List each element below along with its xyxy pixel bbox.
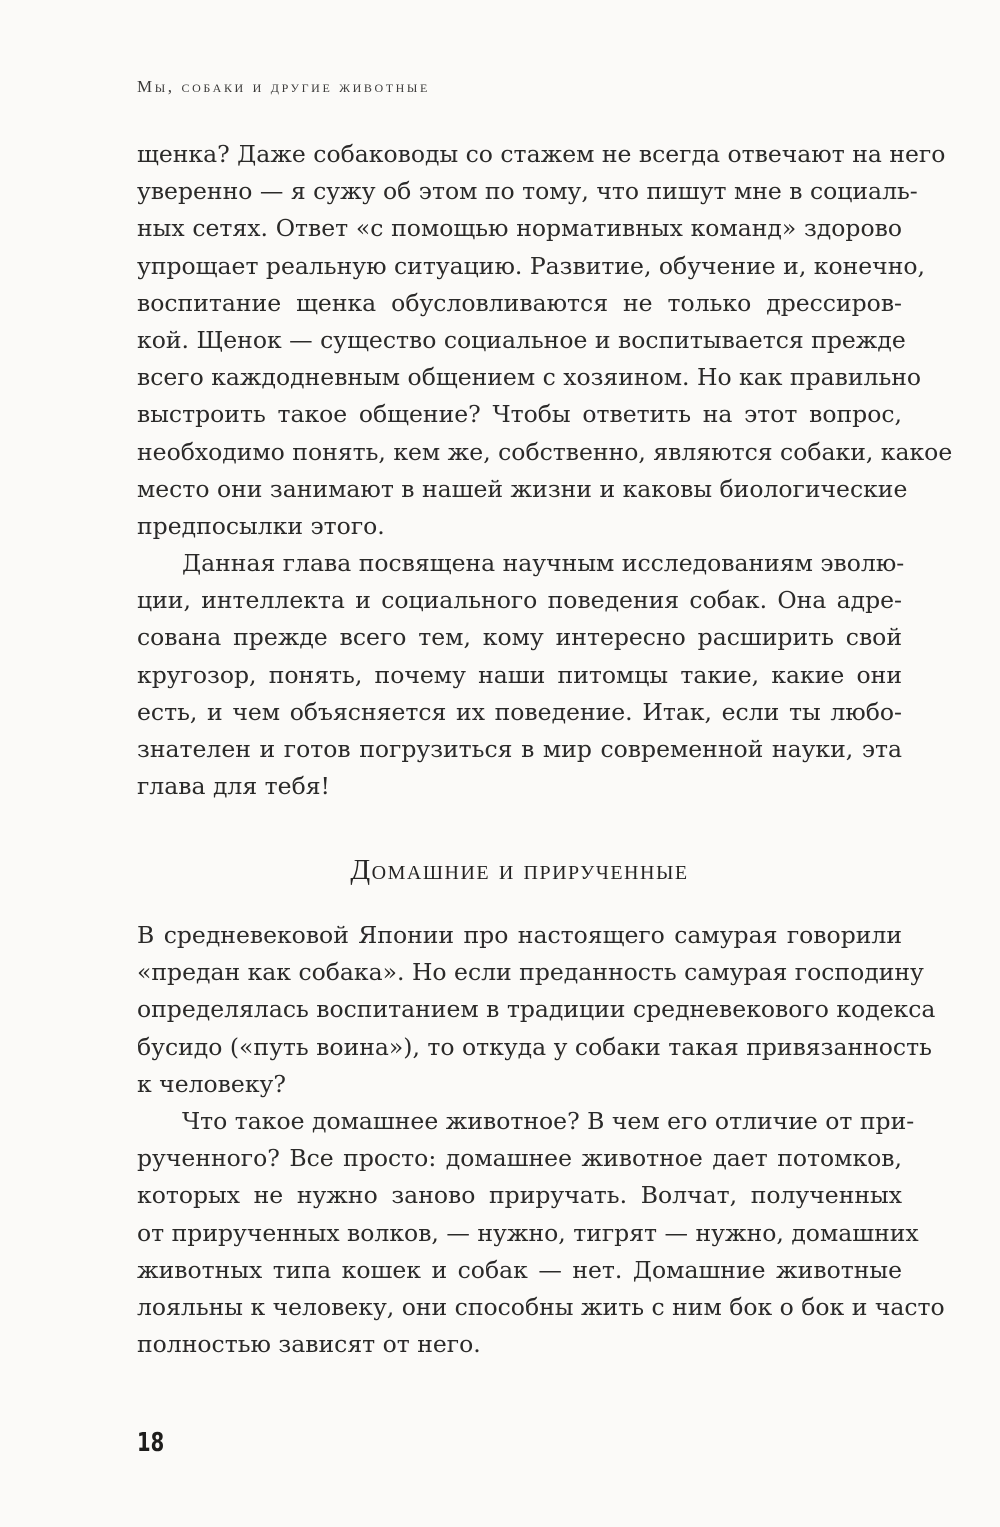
text-line: Данная глава посвящена научным исследованиям эволю- (182, 549, 905, 578)
text-block-intro (137, 136, 953, 805)
text-line: «предан как собака». Но если преданность самурая господину (137, 958, 924, 987)
text-line: полностью зависят от него. (137, 1330, 481, 1359)
text-line: выстроить такое общение? Чтобы ответить на этот вопрос, (137, 400, 902, 429)
text-line: необходимо понять, кем же, собственно, являются собаки, какое (137, 437, 953, 466)
text-line: уверенно — я сужу об этом по тому, что пишут мне в социаль- (137, 177, 918, 206)
text-line: глава для тебя! (137, 772, 330, 801)
text-line: определялась воспитанием в традиции средневекового кодекса (137, 995, 936, 1024)
text-line: ных сетях. Ответ «с помощью нормативных команд» здорово (137, 214, 902, 243)
text-line: всего каждодневным общением с хозяином. Но как правильно (137, 363, 922, 392)
text-line: сована прежде всего тем, кому интересно расширить свой (137, 623, 902, 652)
text-line: предпосылки этого. (137, 511, 385, 540)
running-head: Мы, собаки и другие животные (137, 77, 430, 96)
text-line: есть, и чем объясняется их поведение. Итак, если ты любо- (137, 697, 902, 726)
text-line: В средневековой Японии про настоящего самурая говорили (137, 921, 902, 949)
text-line: воспитание щенка обусловливаются не только дрессиров- (137, 288, 902, 317)
text-line: упрощает реальную ситуацию. Развитие, обучение и, конечно, (137, 251, 925, 280)
text-line: лояльны к человеку, они способны жить с ним бок о бок и часто (137, 1292, 945, 1321)
text-line: ции, интеллекта и социального поведения собак. Она адре- (137, 586, 902, 615)
text-line: кой. Щенок — существо социальное и воспитывается прежде (137, 325, 906, 354)
text-line: к человеку? (137, 1069, 286, 1098)
text-line: от прирученных волков, — нужно, тигрят — нужно, домашних (137, 1218, 919, 1247)
text-line: которых не нужно заново приручать. Волчат, полученных (137, 1181, 902, 1210)
text-line: животных типа кошек и собак — нет. Домашние животные (137, 1255, 902, 1284)
section-heading: Домашние и прирученные (350, 854, 689, 886)
text-block-section (137, 917, 945, 1363)
text-line: кругозор, понять, почему наши питомцы такие, какие они (137, 660, 902, 689)
page-number: 18 (137, 1428, 165, 1458)
text-line: Что такое домашнее животное? В чем его отличие от при- (182, 1106, 915, 1135)
text-line: место они занимают в нашей жизни и каковы биологические (137, 474, 908, 503)
text-line: знателен и готов погрузиться в мир современной науки, эта (137, 735, 902, 763)
text-line: бусидо («путь воина»), то откуда у собаки такая привязанность (137, 1032, 932, 1061)
text-line: щенка? Даже собаководы со стажем не всегда отвечают на него (137, 140, 946, 168)
text-line: рученного? Все просто: домашнее животное дает потомков, (137, 1144, 902, 1173)
